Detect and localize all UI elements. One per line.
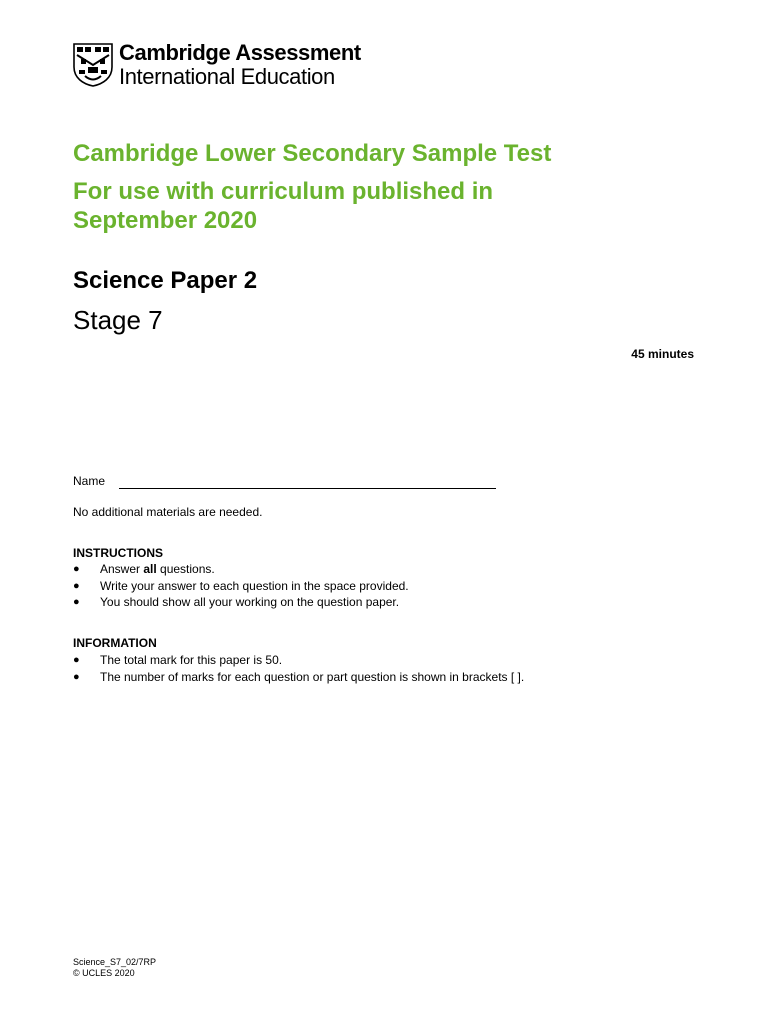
information-heading: INFORMATION [73, 636, 157, 650]
list-item: ● The number of marks for each question or part question is shown in brackets [ ]. [73, 669, 525, 684]
instructions-heading: INSTRUCTIONS [73, 546, 163, 560]
curriculum-date: September 2020 [73, 207, 258, 234]
logo-line-cambridge-assessment: Cambridge Assessment [119, 40, 361, 65]
duration-label: 45 minutes [631, 347, 694, 361]
materials-note: No additional materials are needed. [73, 505, 263, 519]
cambridge-shield-icon [73, 43, 113, 87]
bullet-icon: ● [73, 654, 80, 666]
paper-code: Science_S7_02/7RP [73, 957, 157, 967]
curriculum-line: For use with curriculum published in [73, 178, 494, 205]
logo-line-international-education: International Education [119, 64, 335, 89]
bullet-icon: ● [73, 579, 80, 592]
paper-title: Science Paper 2 [73, 267, 258, 294]
stage-label: Stage 7 [73, 305, 163, 335]
footer [73, 957, 156, 979]
copyright: © UCLES 2020 [73, 968, 135, 978]
list-item: ● You should show all your working on the question paper. [73, 595, 400, 609]
information-list [73, 652, 524, 685]
bullet-icon: ● [73, 596, 80, 608]
name-field[interactable] [119, 488, 496, 489]
test-title: Cambridge Lower Secondary Sample Test [73, 140, 552, 167]
bullet-icon: ● [73, 563, 80, 575]
list-item: ● Write your answer to each question in the space provided. [73, 578, 409, 593]
list-item: ● The total mark for this paper is 50. [73, 653, 283, 667]
cambridge-logo [73, 40, 373, 89]
name-label: Name [73, 474, 106, 488]
list-item: ● Answer all questions. [73, 562, 215, 576]
instructions-list [73, 561, 409, 611]
bullet-icon: ● [73, 670, 80, 683]
